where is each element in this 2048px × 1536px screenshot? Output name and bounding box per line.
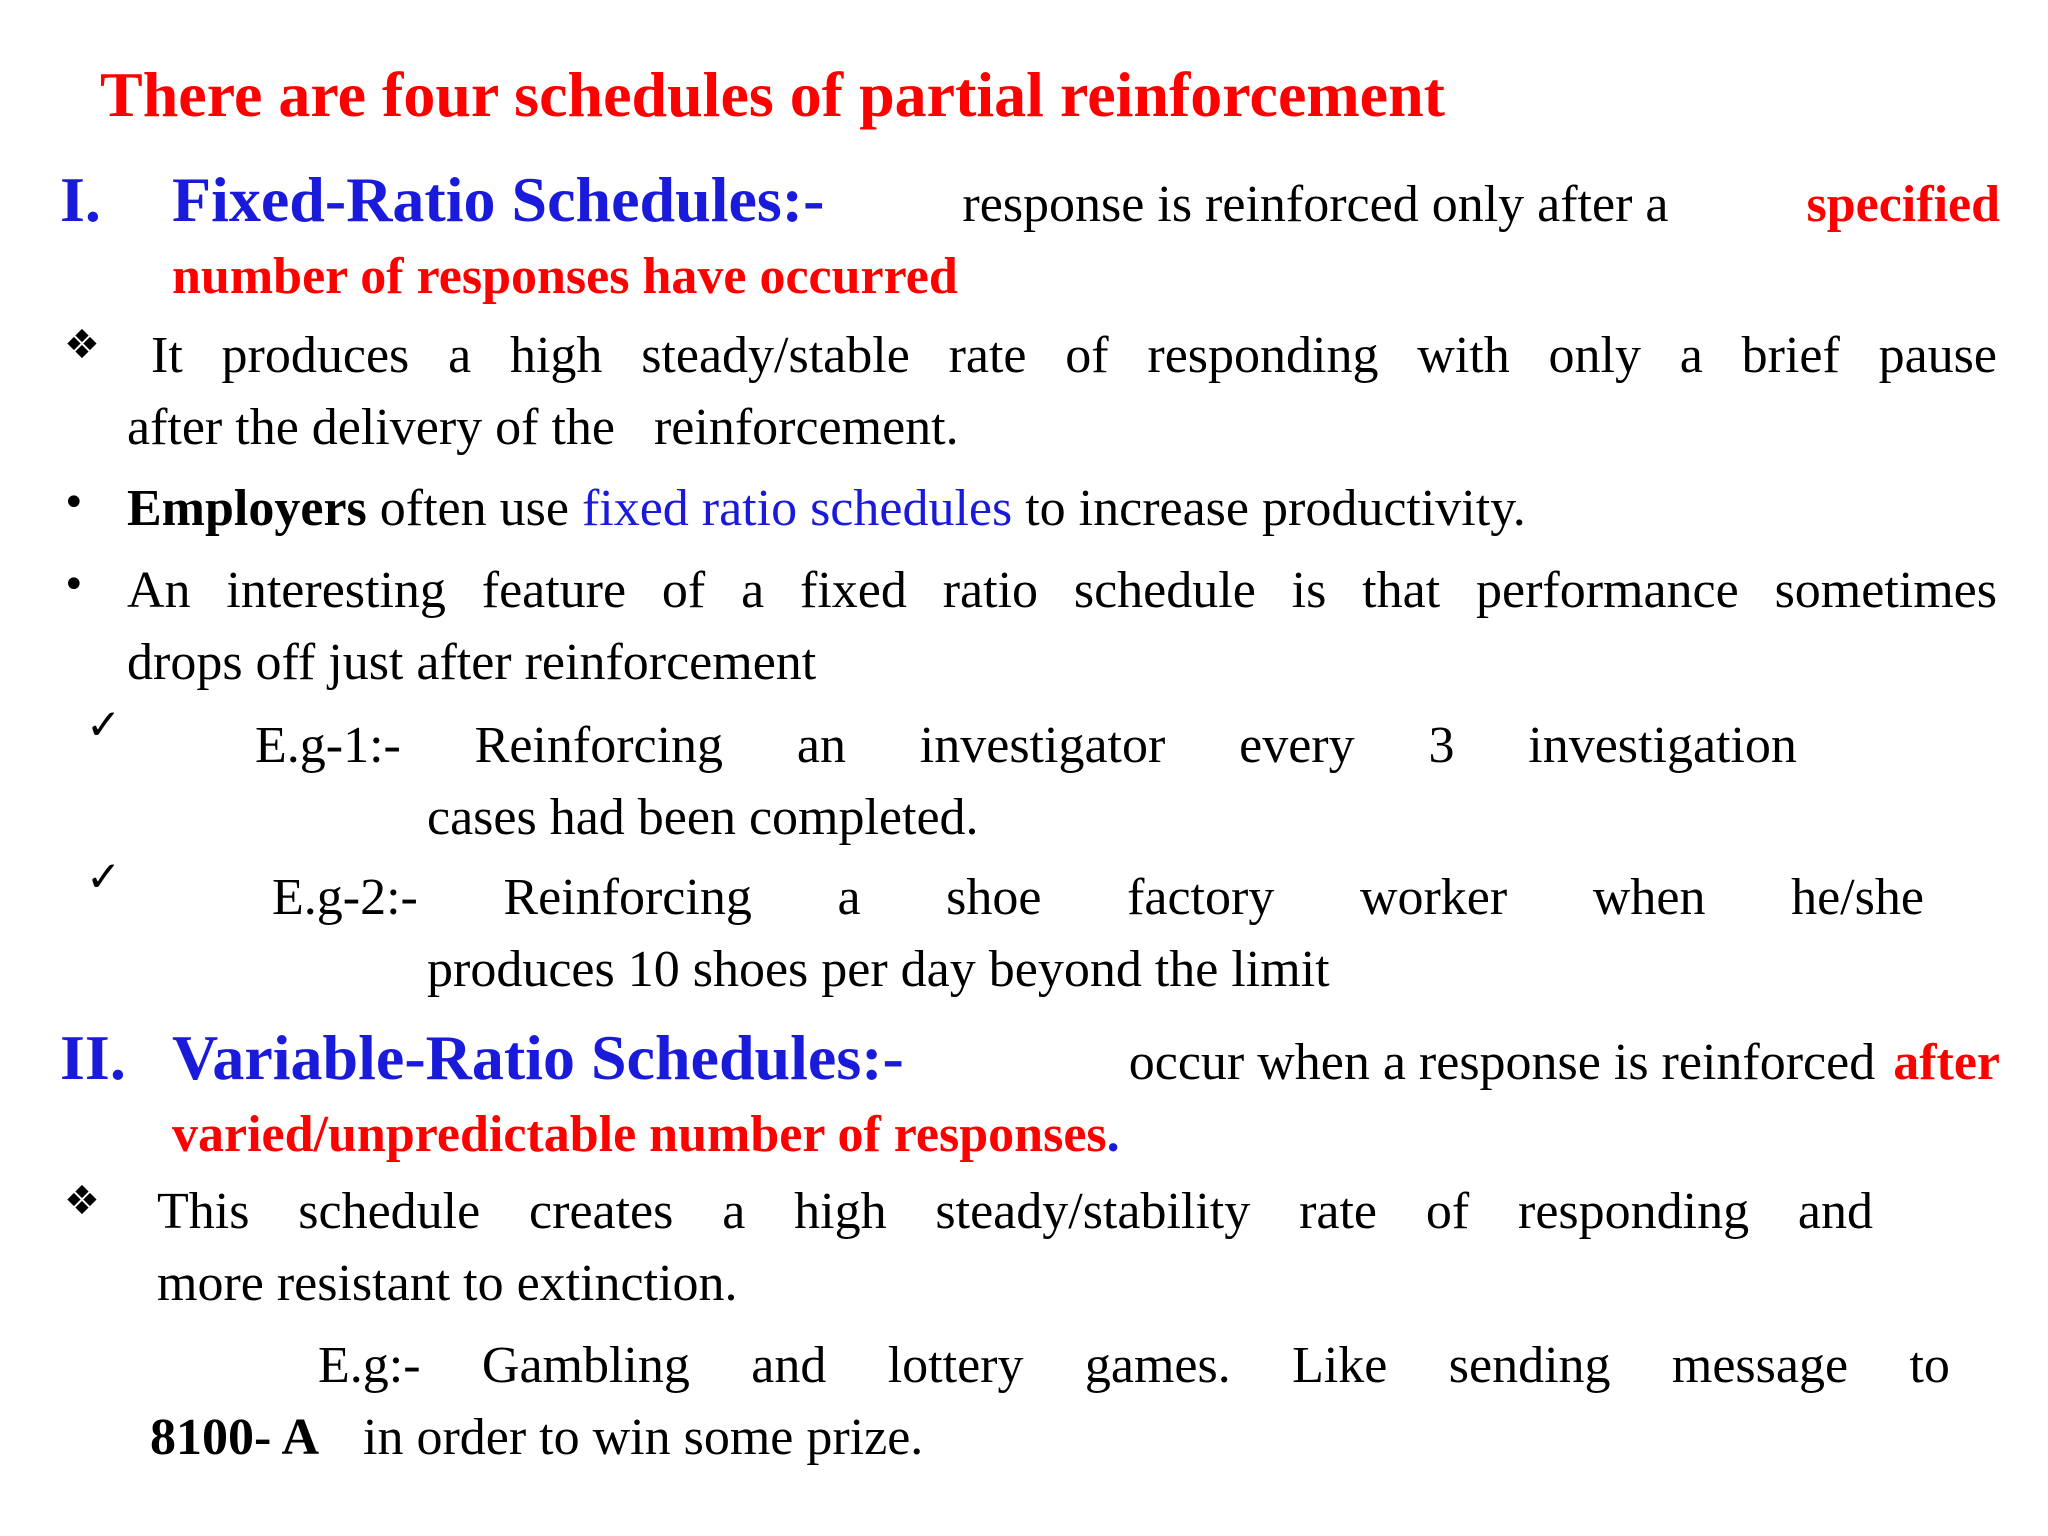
- example-word: games.: [1084, 1337, 1231, 1394]
- point-line-2: after the delivery of the reinforcement.: [127, 399, 959, 456]
- example-label: E.g-2:-: [272, 869, 418, 926]
- point-line-1: It produces a high steady/stable rate of responding with only a brief pause: [151, 327, 1997, 384]
- example-line-2: produces 10 shoes per day beyond the limit: [427, 941, 1330, 998]
- bullet-dot-icon: •: [62, 562, 86, 608]
- example-word: when: [1592, 869, 1706, 926]
- example-word: Reinforcing: [474, 717, 724, 774]
- example-word: lottery: [887, 1337, 1024, 1394]
- fixed-ratio-bullet-employers: [127, 473, 1526, 545]
- example-word: factory: [1127, 869, 1275, 926]
- section-highlight: after: [1893, 1034, 2000, 1091]
- example-word: to: [1909, 1337, 1950, 1394]
- example-word: Gambling: [481, 1337, 690, 1394]
- fixed-ratio-example-2: [272, 862, 1924, 1006]
- diamond-bullet-icon: ❖: [64, 1178, 100, 1224]
- section-heading-text: [172, 1022, 2000, 1171]
- variable-ratio-point-1: [157, 1176, 1873, 1320]
- checkmark-icon: ✓: [86, 700, 122, 749]
- example-word: Reinforcing: [503, 869, 752, 926]
- example-word: shoe: [946, 869, 1042, 926]
- section-highlight-continued: number of responses have occurred: [172, 248, 958, 305]
- variable-ratio-example: [150, 1330, 1950, 1474]
- example-word: every: [1239, 717, 1355, 774]
- bullet-text-end: to increase productivity.: [1025, 480, 1526, 537]
- fixed-ratio-bullet-feature: [127, 555, 1997, 699]
- example-line-1: [272, 862, 1924, 934]
- point-line-2: more resistant to extinction.: [157, 1255, 738, 1312]
- slide-title: There are four schedules of partial reinforcement: [100, 59, 1445, 130]
- section-numeral: I.: [60, 164, 101, 235]
- heading-line: [172, 164, 2000, 241]
- example-word: and: [751, 1337, 827, 1394]
- checkmark-icon: ✓: [86, 852, 122, 901]
- example-bold-code: 8100- A: [150, 1409, 319, 1466]
- example-line-1: [318, 1330, 1950, 1402]
- section-description: response is reinforced only after a: [962, 176, 1669, 233]
- example-word: an: [796, 717, 846, 774]
- section-numeral: II.: [60, 1022, 126, 1093]
- bullet-line-2: drops off just after reinforcement: [127, 634, 817, 691]
- section-highlight-line: [172, 1099, 2000, 1171]
- fixed-ratio-example-1: [255, 710, 1797, 854]
- heading-line: [172, 1022, 2000, 1099]
- bullet-dot-icon: •: [62, 480, 86, 526]
- section-title: Fixed-Ratio Schedules:-: [172, 164, 825, 235]
- example-word: E.g:-: [318, 1337, 421, 1394]
- example-word: investigator: [919, 717, 1166, 774]
- example-word: Like: [1292, 1337, 1388, 1394]
- example-text-end: in order to win some prize.: [363, 1409, 924, 1466]
- example-word: sending: [1448, 1337, 1611, 1394]
- section-highlight: specified: [1806, 176, 2001, 233]
- example-word: investigation: [1528, 717, 1797, 774]
- example-word: message: [1671, 1337, 1849, 1394]
- bullet-line-1: An interesting feature of a fixed ratio schedule is that performance sometimes: [127, 562, 1997, 619]
- example-label: E.g-1:-: [255, 717, 401, 774]
- example-word: a: [837, 869, 861, 926]
- example-word: worker: [1359, 869, 1508, 926]
- example-line-1: [255, 710, 1797, 782]
- diamond-bullet-icon: ❖: [64, 322, 100, 368]
- point-line-1: This schedule creates a high steady/stability rate of responding and: [157, 1183, 1873, 1240]
- bullet-bold-term: Employers: [127, 480, 367, 537]
- fixed-ratio-point-1: [127, 320, 1997, 464]
- section-period: .: [1106, 1106, 1120, 1163]
- example-line-2: [150, 1402, 1950, 1474]
- section-title: Variable-Ratio Schedules:-: [172, 1022, 904, 1093]
- example-line-2: cases had been completed.: [427, 789, 979, 846]
- section-description: occur when a response is reinforced: [1128, 1034, 1876, 1091]
- section-highlight-continued: varied/unpredictable number of responses: [172, 1106, 1107, 1163]
- example-word: he/she: [1791, 869, 1924, 926]
- bullet-blue-term: fixed ratio schedules: [581, 480, 1013, 537]
- bullet-text: often use: [379, 480, 569, 537]
- example-word: 3: [1428, 717, 1455, 774]
- section-heading-text: [172, 164, 2000, 313]
